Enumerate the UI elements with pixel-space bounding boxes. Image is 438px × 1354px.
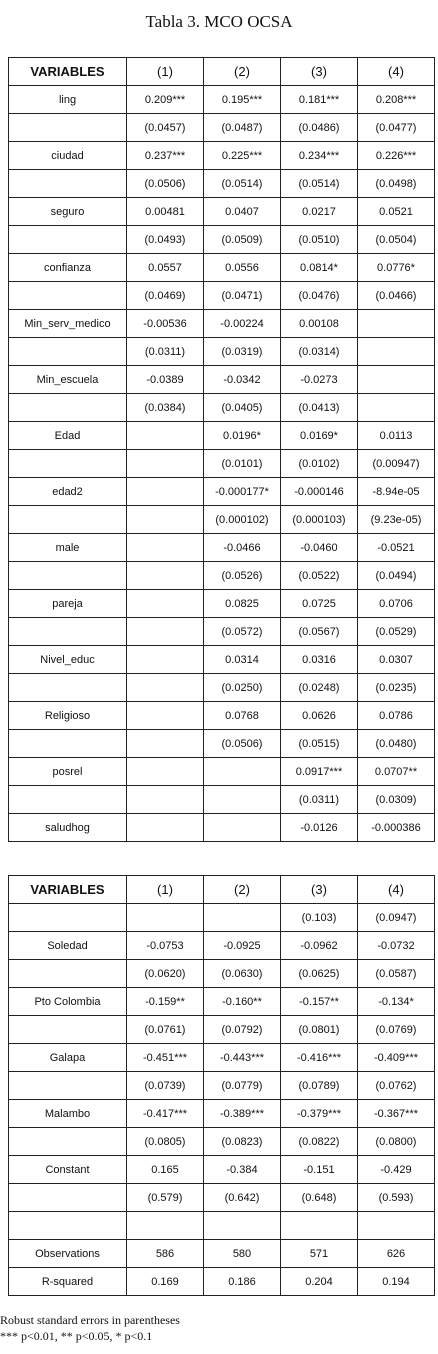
value-cell: -0.0466 (204, 534, 281, 562)
value-cell: 0.0196* (204, 422, 281, 450)
value-cell (204, 814, 281, 842)
value-cell: -0.379*** (281, 1100, 358, 1128)
value-cell: -0.0126 (281, 814, 358, 842)
table-row (9, 562, 435, 590)
variable-name-cell: Observations (9, 1240, 127, 1268)
header-variables: VARIABLES (9, 58, 127, 86)
value-cell (127, 702, 204, 730)
value-cell: (0.0476) (281, 282, 358, 310)
value-cell: 0.0706 (358, 590, 435, 618)
value-cell: -0.151 (281, 1156, 358, 1184)
value-cell (127, 618, 204, 646)
value-cell: -0.0962 (281, 932, 358, 960)
table-row (9, 114, 435, 142)
value-cell (127, 506, 204, 534)
header-model-1: (1) (127, 58, 204, 86)
variable-name-cell (9, 114, 127, 142)
value-cell (127, 786, 204, 814)
value-cell: (0.0498) (358, 170, 435, 198)
value-cell: 0.0407 (204, 198, 281, 226)
value-cell: 0.0556 (204, 254, 281, 282)
table-row (9, 198, 435, 226)
variable-name-cell: Soledad (9, 932, 127, 960)
variable-name-cell: pareja (9, 590, 127, 618)
variable-name-cell (9, 170, 127, 198)
value-cell: 0.234*** (281, 142, 358, 170)
value-cell: 580 (204, 1240, 281, 1268)
value-cell: (0.579) (127, 1184, 204, 1212)
table-row (9, 590, 435, 618)
value-cell: (0.0309) (358, 786, 435, 814)
value-cell: (0.0250) (204, 674, 281, 702)
header-model-4: (4) (358, 876, 435, 904)
value-cell: (0.0779) (204, 1072, 281, 1100)
value-cell: 0.0316 (281, 646, 358, 674)
value-cell: (0.0314) (281, 338, 358, 366)
variable-name-cell (9, 904, 127, 932)
value-cell: 0.0626 (281, 702, 358, 730)
value-cell: (0.0457) (127, 114, 204, 142)
value-cell: (0.0405) (204, 394, 281, 422)
value-cell: (0.0514) (204, 170, 281, 198)
value-cell: -0.367*** (358, 1100, 435, 1128)
value-cell: 0.225*** (204, 142, 281, 170)
value-cell: (0.593) (358, 1184, 435, 1212)
variable-name-cell: Constant (9, 1156, 127, 1184)
value-cell: (0.0469) (127, 282, 204, 310)
value-cell: (0.0620) (127, 960, 204, 988)
variable-name-cell (9, 674, 127, 702)
table-row (9, 730, 435, 758)
value-cell: (0.0800) (358, 1128, 435, 1156)
value-cell: (0.0522) (281, 562, 358, 590)
variable-name-cell: confianza (9, 254, 127, 282)
table-row (9, 702, 435, 730)
value-cell: (0.0630) (204, 960, 281, 988)
value-cell: (0.000103) (281, 506, 358, 534)
value-cell: (0.642) (204, 1184, 281, 1212)
table-row (9, 988, 435, 1016)
variable-name-cell (9, 960, 127, 988)
value-cell: (0.0235) (358, 674, 435, 702)
value-cell: (0.0514) (281, 170, 358, 198)
value-cell: (0.103) (281, 904, 358, 932)
value-cell: (0.0311) (281, 786, 358, 814)
variable-name-cell (9, 506, 127, 534)
table-row (9, 310, 435, 338)
value-cell (127, 904, 204, 932)
value-cell: 0.0521 (358, 198, 435, 226)
table-row (9, 1016, 435, 1044)
variable-name-cell: R-squared (9, 1268, 127, 1296)
variable-name-cell (9, 730, 127, 758)
value-cell: -0.000146 (281, 478, 358, 506)
value-cell: 0.0725 (281, 590, 358, 618)
value-cell: (0.648) (281, 1184, 358, 1212)
value-cell: 0.181*** (281, 86, 358, 114)
table-row (9, 1156, 435, 1184)
value-cell (204, 758, 281, 786)
variable-name-cell (9, 450, 127, 478)
value-cell: -0.0521 (358, 534, 435, 562)
value-cell: -0.0925 (204, 932, 281, 960)
table-row (9, 646, 435, 674)
value-cell (127, 562, 204, 590)
variable-name-cell: Religioso (9, 702, 127, 730)
value-cell: -0.000386 (358, 814, 435, 842)
value-cell: -0.159** (127, 988, 204, 1016)
value-cell (127, 450, 204, 478)
value-cell: 0.0776* (358, 254, 435, 282)
value-cell: -0.000177* (204, 478, 281, 506)
value-cell: (0.0319) (204, 338, 281, 366)
table-row (9, 86, 435, 114)
value-cell: -0.160** (204, 988, 281, 1016)
table-row (9, 1212, 435, 1240)
table-row (9, 758, 435, 786)
regression-table-part-2 (8, 875, 435, 1296)
table-row (9, 282, 435, 310)
value-cell (127, 814, 204, 842)
variable-name-cell: posrel (9, 758, 127, 786)
value-cell: -0.389*** (204, 1100, 281, 1128)
value-cell: 0.186 (204, 1268, 281, 1296)
value-cell: (0.0515) (281, 730, 358, 758)
value-cell: -0.0342 (204, 366, 281, 394)
variable-name-cell (9, 1072, 127, 1100)
value-cell: 0.0217 (281, 198, 358, 226)
value-cell: (0.0510) (281, 226, 358, 254)
value-cell: (0.0248) (281, 674, 358, 702)
header-model-3: (3) (281, 876, 358, 904)
value-cell: 0.0917*** (281, 758, 358, 786)
value-cell (358, 338, 435, 366)
value-cell (204, 904, 281, 932)
variable-name-cell: ling (9, 86, 127, 114)
value-cell: (0.0769) (358, 1016, 435, 1044)
value-cell: 0.00481 (127, 198, 204, 226)
value-cell: (0.0102) (281, 450, 358, 478)
variable-name-cell (9, 282, 127, 310)
value-cell: (0.0801) (281, 1016, 358, 1044)
value-cell: (0.000102) (204, 506, 281, 534)
value-cell: (0.0761) (127, 1016, 204, 1044)
value-cell: (0.0739) (127, 1072, 204, 1100)
value-cell: 0.195*** (204, 86, 281, 114)
header-row (9, 58, 435, 86)
value-cell (127, 758, 204, 786)
value-cell: -0.451*** (127, 1044, 204, 1072)
value-cell: 0.165 (127, 1156, 204, 1184)
value-cell: (0.0101) (204, 450, 281, 478)
table-row (9, 1072, 435, 1100)
value-cell: (0.0494) (358, 562, 435, 590)
value-cell: 626 (358, 1240, 435, 1268)
header-model-4: (4) (358, 58, 435, 86)
table-row (9, 1268, 435, 1296)
value-cell: (0.0466) (358, 282, 435, 310)
value-cell: 0.0825 (204, 590, 281, 618)
value-cell (281, 1212, 358, 1240)
variable-name-cell: ciudad (9, 142, 127, 170)
value-cell (358, 366, 435, 394)
value-cell (358, 310, 435, 338)
value-cell: 0.194 (358, 1268, 435, 1296)
variable-name-cell: saludhog (9, 814, 127, 842)
table-row (9, 1184, 435, 1212)
variable-name-cell (9, 1016, 127, 1044)
value-cell: 0.237*** (127, 142, 204, 170)
table-row (9, 1240, 435, 1268)
variable-name-cell (9, 562, 127, 590)
variable-name-cell: Min_serv_medico (9, 310, 127, 338)
variable-name-cell (9, 394, 127, 422)
value-cell: (0.0487) (204, 114, 281, 142)
value-cell: 0.209*** (127, 86, 204, 114)
value-cell: -0.384 (204, 1156, 281, 1184)
value-cell: (0.00947) (358, 450, 435, 478)
value-cell: 0.0557 (127, 254, 204, 282)
value-cell: (0.0792) (204, 1016, 281, 1044)
value-cell: (0.0526) (204, 562, 281, 590)
value-cell: -0.00536 (127, 310, 204, 338)
value-cell: (0.0506) (204, 730, 281, 758)
value-cell: -0.0460 (281, 534, 358, 562)
value-cell: -0.0753 (127, 932, 204, 960)
table-row (9, 1128, 435, 1156)
table-row (9, 1044, 435, 1072)
value-cell (127, 534, 204, 562)
header-model-3: (3) (281, 58, 358, 86)
table-row (9, 618, 435, 646)
value-cell: (0.0789) (281, 1072, 358, 1100)
regression-table-part-1 (8, 57, 435, 842)
value-cell: 0.0814* (281, 254, 358, 282)
value-cell: (0.0805) (127, 1128, 204, 1156)
value-cell: (0.0823) (204, 1128, 281, 1156)
value-cell: 0.0169* (281, 422, 358, 450)
header-variables: VARIABLES (9, 876, 127, 904)
header-row (9, 876, 435, 904)
variable-name-cell (9, 1184, 127, 1212)
value-cell (204, 786, 281, 814)
header-model-1: (1) (127, 876, 204, 904)
value-cell (358, 394, 435, 422)
variable-name-cell (9, 1128, 127, 1156)
header-model-2: (2) (204, 876, 281, 904)
footnote-standard-errors: Robust standard errors in parentheses (0, 1313, 180, 1327)
value-cell (127, 422, 204, 450)
table-title: Tabla 3. MCO OCSA (145, 12, 293, 31)
value-cell: 0.208*** (358, 86, 435, 114)
value-cell: (0.0311) (127, 338, 204, 366)
value-cell: (0.0506) (127, 170, 204, 198)
value-cell (127, 674, 204, 702)
value-cell: -0.409*** (358, 1044, 435, 1072)
value-cell: -8.94e-05 (358, 478, 435, 506)
value-cell: 0.226*** (358, 142, 435, 170)
table-row (9, 904, 435, 932)
value-cell: (0.0509) (204, 226, 281, 254)
value-cell: (0.0471) (204, 282, 281, 310)
value-cell: 586 (127, 1240, 204, 1268)
value-cell: -0.00224 (204, 310, 281, 338)
value-cell: (0.0822) (281, 1128, 358, 1156)
value-cell: -0.429 (358, 1156, 435, 1184)
value-cell: (0.0504) (358, 226, 435, 254)
value-cell: (0.0572) (204, 618, 281, 646)
table-row (9, 226, 435, 254)
value-cell: -0.134* (358, 988, 435, 1016)
value-cell: (0.0486) (281, 114, 358, 142)
value-cell: (0.0947) (358, 904, 435, 932)
variable-name-cell (9, 1212, 127, 1240)
header-model-2: (2) (204, 58, 281, 86)
variable-name-cell: Galapa (9, 1044, 127, 1072)
table-row (9, 422, 435, 450)
value-cell: 571 (281, 1240, 358, 1268)
value-cell (127, 590, 204, 618)
variable-name-cell: male (9, 534, 127, 562)
value-cell (127, 1212, 204, 1240)
value-cell: (0.0587) (358, 960, 435, 988)
value-cell: 0.0314 (204, 646, 281, 674)
value-cell: -0.443*** (204, 1044, 281, 1072)
table-row (9, 394, 435, 422)
footnote-significance: *** p<0.01, ** p<0.05, * p<0.1 (0, 1329, 153, 1343)
value-cell: 0.00108 (281, 310, 358, 338)
table-row (9, 450, 435, 478)
value-cell (127, 730, 204, 758)
variable-name-cell: seguro (9, 198, 127, 226)
value-cell (127, 478, 204, 506)
value-cell: -0.417*** (127, 1100, 204, 1128)
table-row (9, 786, 435, 814)
variable-name-cell: Edad (9, 422, 127, 450)
value-cell: 0.0307 (358, 646, 435, 674)
table-row (9, 254, 435, 282)
variable-name-cell: edad2 (9, 478, 127, 506)
value-cell: (0.0384) (127, 394, 204, 422)
value-cell (204, 1212, 281, 1240)
variable-name-cell (9, 226, 127, 254)
table-row (9, 338, 435, 366)
table-row (9, 814, 435, 842)
table-row (9, 674, 435, 702)
value-cell: (9.23e-05) (358, 506, 435, 534)
variable-name-cell (9, 786, 127, 814)
table-row (9, 142, 435, 170)
table-row (9, 1100, 435, 1128)
value-cell: (0.0529) (358, 618, 435, 646)
value-cell: (0.0480) (358, 730, 435, 758)
value-cell: (0.0493) (127, 226, 204, 254)
value-cell: (0.0625) (281, 960, 358, 988)
table-row (9, 932, 435, 960)
table-row (9, 170, 435, 198)
table-row (9, 960, 435, 988)
value-cell: 0.0768 (204, 702, 281, 730)
value-cell: 0.204 (281, 1268, 358, 1296)
value-cell: 0.169 (127, 1268, 204, 1296)
variable-name-cell: Min_escuela (9, 366, 127, 394)
value-cell (358, 1212, 435, 1240)
value-cell (127, 646, 204, 674)
value-cell: -0.0732 (358, 932, 435, 960)
variable-name-cell: Malambo (9, 1100, 127, 1128)
table-row (9, 506, 435, 534)
value-cell: -0.157** (281, 988, 358, 1016)
variable-name-cell (9, 338, 127, 366)
value-cell: (0.0477) (358, 114, 435, 142)
variable-name-cell: Nivel_educ (9, 646, 127, 674)
value-cell: 0.0707** (358, 758, 435, 786)
value-cell: -0.0389 (127, 366, 204, 394)
variable-name-cell (9, 618, 127, 646)
value-cell: (0.0567) (281, 618, 358, 646)
table-row (9, 366, 435, 394)
value-cell: (0.0762) (358, 1072, 435, 1100)
table-row (9, 534, 435, 562)
value-cell: 0.0113 (358, 422, 435, 450)
value-cell: (0.0413) (281, 394, 358, 422)
value-cell: -0.0273 (281, 366, 358, 394)
value-cell: -0.416*** (281, 1044, 358, 1072)
variable-name-cell: Pto Colombia (9, 988, 127, 1016)
table-row (9, 478, 435, 506)
value-cell: 0.0786 (358, 702, 435, 730)
